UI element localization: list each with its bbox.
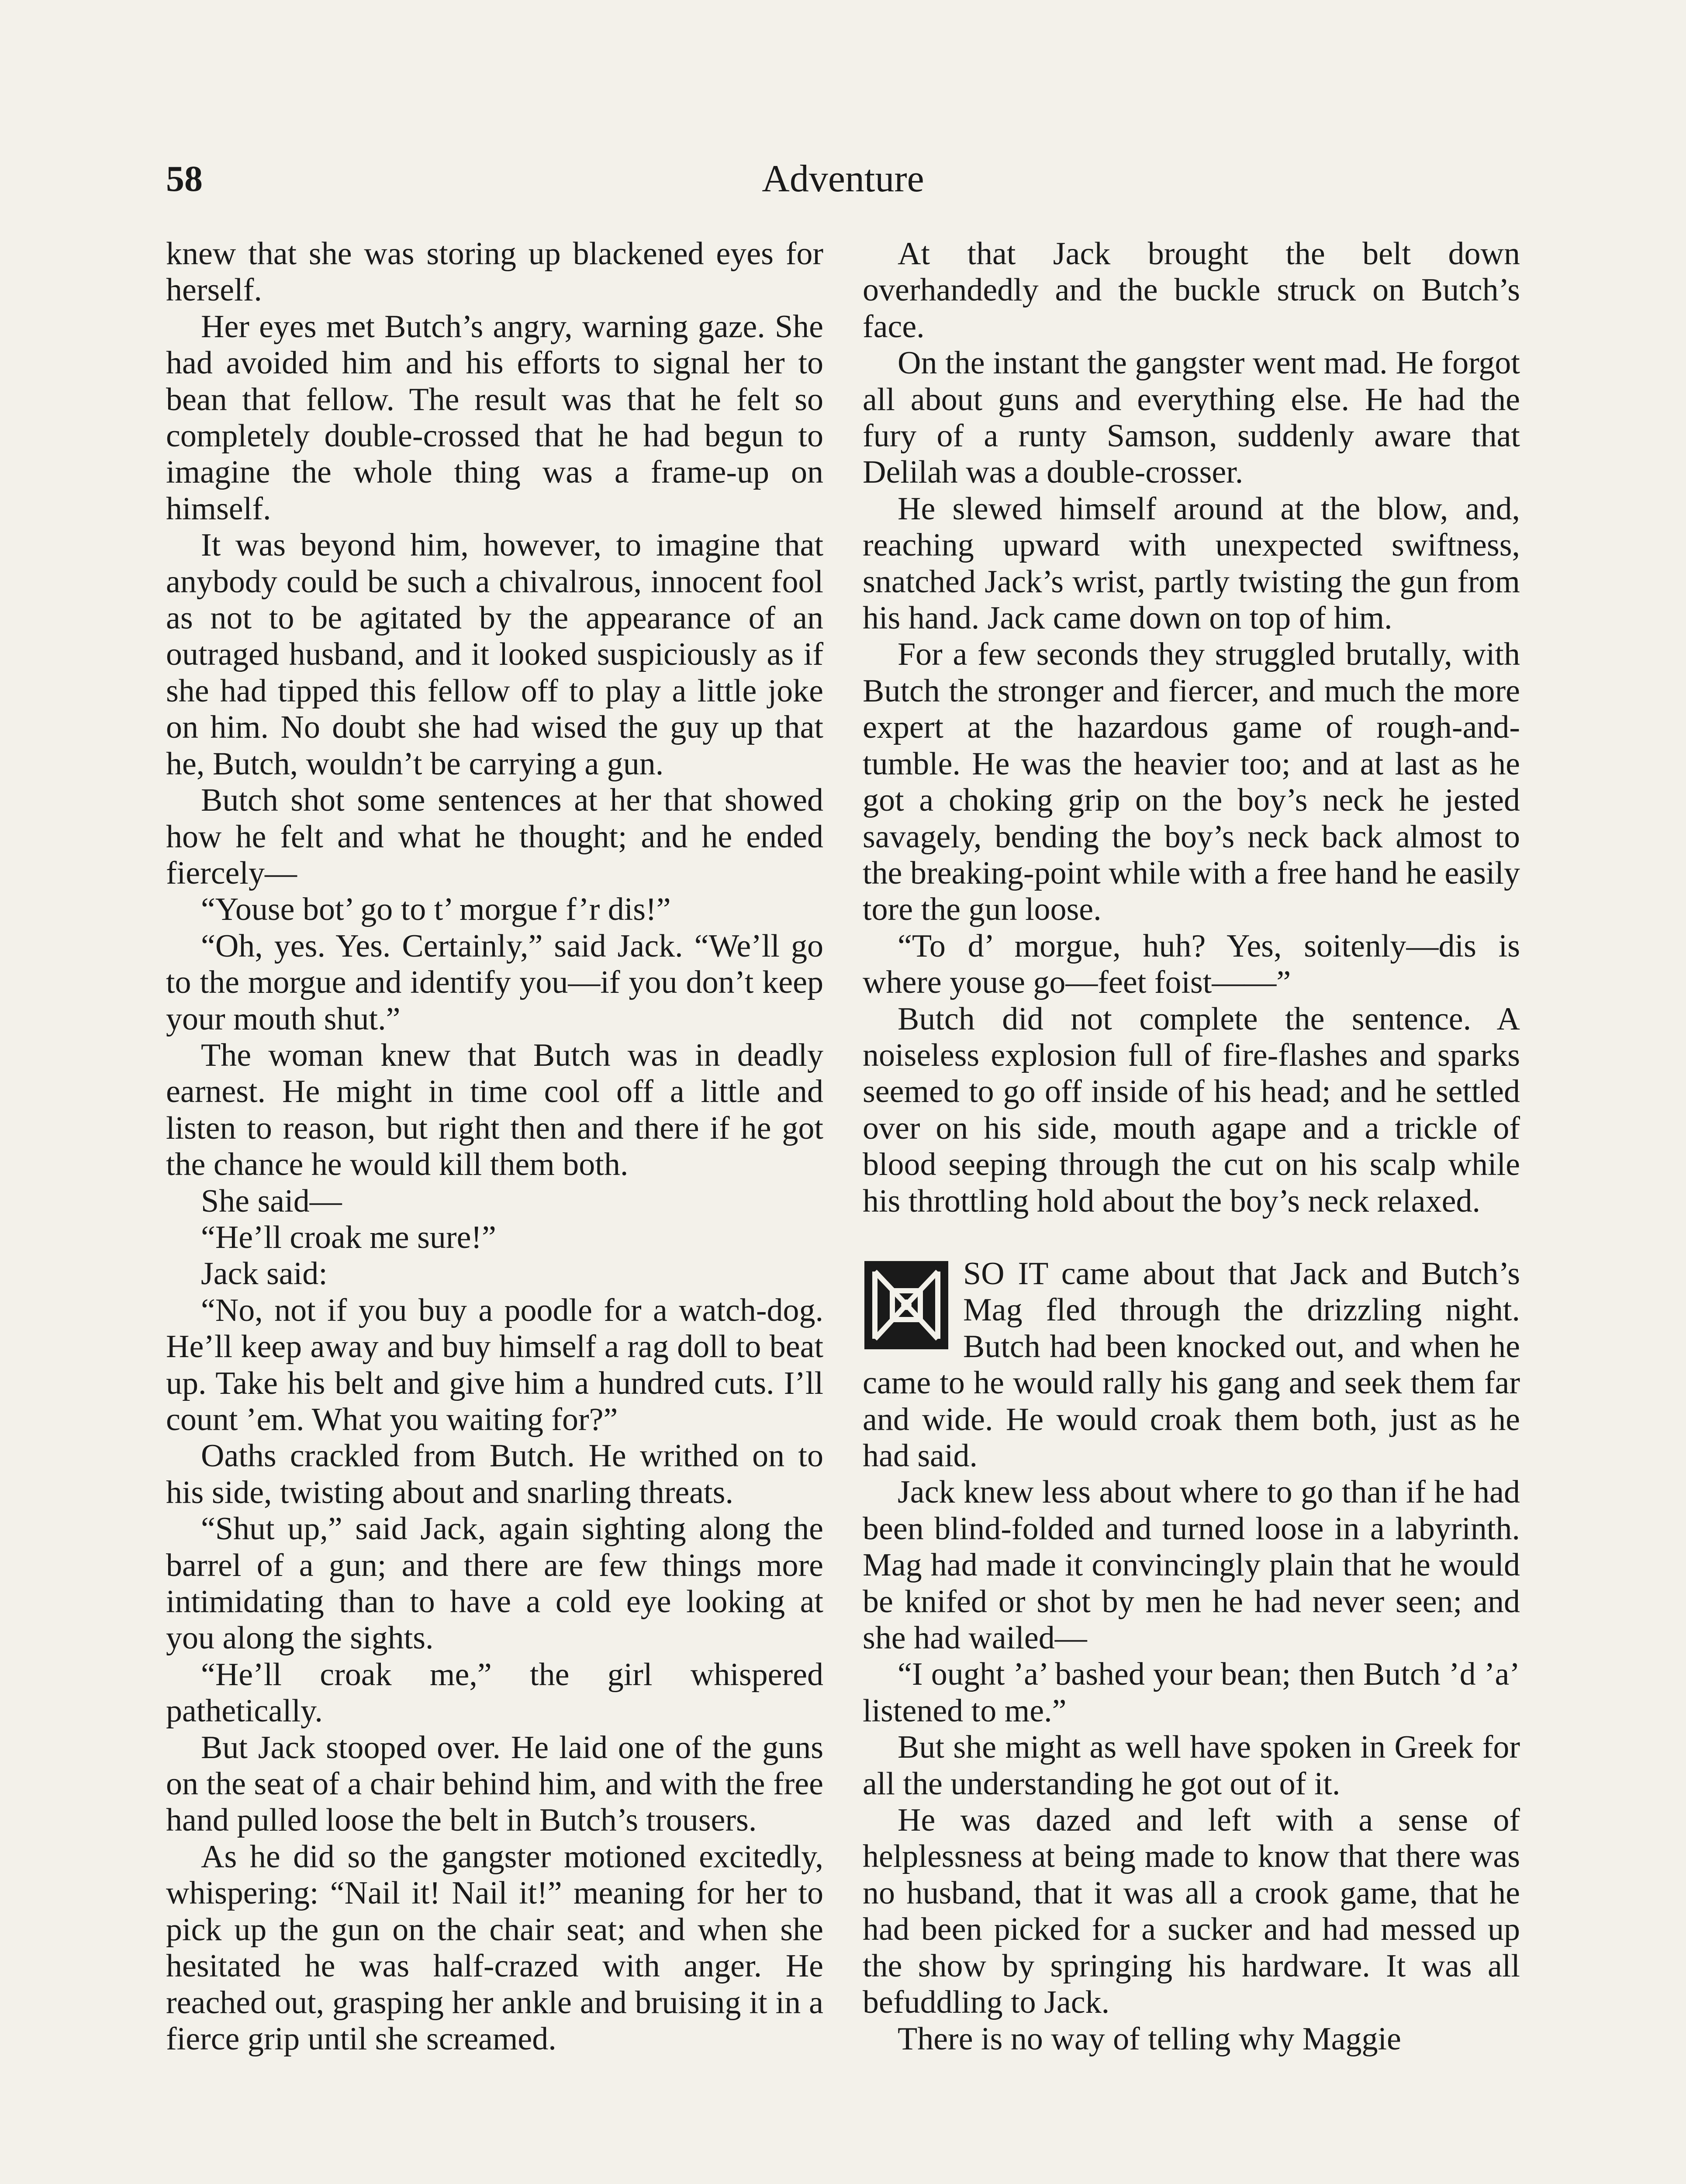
paragraph: As he did so the gangster motioned excitedly, whispering: “Nail it! Nail it!” meaning for her to pick up the gun on the chair seat; and when she hesitated he was half-crazed with anger. He reached out, grasping her ankle and bruising it in a fierce grip until she screamed.: [166, 1838, 823, 2057]
page-header: [166, 155, 1520, 203]
paragraph: Oaths crackled from Butch. He writhed on to his side, twisting about and snarling threats.: [166, 1438, 823, 1510]
paragraph: “I ought ’a’ bashed your bean; then Butch ’d ’a’ listened to me.”: [863, 1656, 1520, 1729]
section-opening: [863, 1256, 1520, 1474]
paragraph: Butch did not complete the sentence. A noiseless explosion full of fire-flashes and sparks seemed to go off inside of his head; and he settled over on his side, mouth agape and a trickle of blood seeping through the cut on his scalp while his throttling hold about the boy’s neck relaxed.: [863, 1001, 1520, 1219]
section-opening-text: SO IT came about that Jack and Butch’s Mag fled through the drizzling night. Butch had been knocked out, and when he came to he would rally his gang and seek them far and wide. He would croak them both, just as he had said.: [863, 1255, 1520, 1474]
paragraph: On the instant the gangster went mad. He forgot all about guns and everything else. He had the fury of a runty Samson, suddenly aware that Delilah was a double-crosser.: [863, 345, 1520, 491]
paragraph: At that Jack brought the belt down overhandedly and the buckle struck on Butch’s face.: [863, 236, 1520, 345]
paragraph: “Youse bot’ go to t’ morgue f’r dis!”: [201, 892, 671, 928]
paragraph: Jack knew less about where to go than if he had been blind-folded and turned loose in a labyrinth. Mag had made it convincingly plain that he would be knifed or shot by men he had never seen; and she had wailed—: [863, 1474, 1520, 1656]
paragraph: She said—: [201, 1183, 342, 1219]
paragraph: “To d’ morgue, huh? Yes, soitenly—dis is where youse go—feet foist——”: [863, 928, 1520, 1001]
paragraph: For a few seconds they struggled brutally, with Butch the stronger and fiercer, and much the more expert at the hazardous game of rough-and-tumble. He was the heavier too; and at last as he got a choking grip on the boy’s neck he jested savagely, bending the boy’s neck back almost to the breaking-point while with a free hand he easily tore the gun loose.: [863, 636, 1520, 928]
paragraph: It was beyond him, however, to imagine that anybody could be such a chivalrous, innocent fool as not to be agitated by the appearance of an outraged husband, and it looked suspiciously as if she had tipped this fellow off to play a little joke on him. No doubt she had wised the guy up that he, Butch, wouldn’t be carrying a gun.: [166, 527, 823, 782]
paragraph: The woman knew that Butch was in deadly earnest. He might in time cool off a little and listen to reason, but right then and there if he got the chance he would kill them both.: [166, 1037, 823, 1183]
paragraph: “Shut up,” said Jack, again sighting along the barrel of a gun; and there are few things more intimidating than to have a cold eye looking at you along the sights.: [166, 1511, 823, 1656]
running-title: Adventure: [762, 158, 924, 200]
right-column: [863, 236, 1520, 2057]
paragraph: knew that she was storing up blackened eyes for herself.: [166, 236, 823, 308]
paragraph: “He’ll croak me,” the girl whispered pathetically.: [166, 1656, 823, 1729]
paragraph: He was dazed and left with a sense of helplessness at being made to know that there was no husband, that it was all a crook game, that he had been picked for a sucker and had messed up the show by springing his hardware. It was all befuddling to Jack.: [863, 1802, 1520, 2021]
paragraph: “He’ll croak me sure!”: [201, 1219, 496, 1255]
left-column: [166, 236, 823, 2057]
paragraph: Butch shot some sentences at her that showed how he felt and what he thought; and he ended fiercely—: [166, 782, 823, 891]
paragraph: But Jack stooped over. He laid one of the guns on the seat of a chair behind him, and with the free hand pulled loose the belt in Butch’s trousers.: [166, 1729, 823, 1838]
paragraph: But she might as well have spoken in Greek for all the understanding he got out of it.: [863, 1729, 1520, 1802]
paragraph: There is no way of telling why Maggie: [898, 2021, 1401, 2057]
paragraph: “No, not if you buy a poodle for a watch-dog. He’ll keep away and buy himself a rag doll to beat up. Take his belt and give him a hundred cuts. I’ll count ’em. What you waiting for?”: [166, 1292, 823, 1438]
celtic-knot-ornament-icon: [863, 1259, 950, 1351]
paragraph: He slewed himself around at the blow, and, reaching upward with unexpected swiftness, snatched Jack’s wrist, partly twisting the gun from his hand. Jack came down on top of him.: [863, 491, 1520, 636]
paragraph: Her eyes met Butch’s angry, warning gaze. She had avoided him and his efforts to signal her to bean that fellow. The result was that he felt so completely double-crossed that he had begun to imagine the whole thing was a frame-up on himself.: [166, 308, 823, 527]
paragraph: Jack said:: [201, 1256, 328, 1292]
paragraph: “Oh, yes. Yes. Certainly,” said Jack. “We’ll go to the morgue and identify you—if you don’t keep your mouth shut.”: [166, 928, 823, 1037]
page-number: 58: [166, 159, 203, 199]
